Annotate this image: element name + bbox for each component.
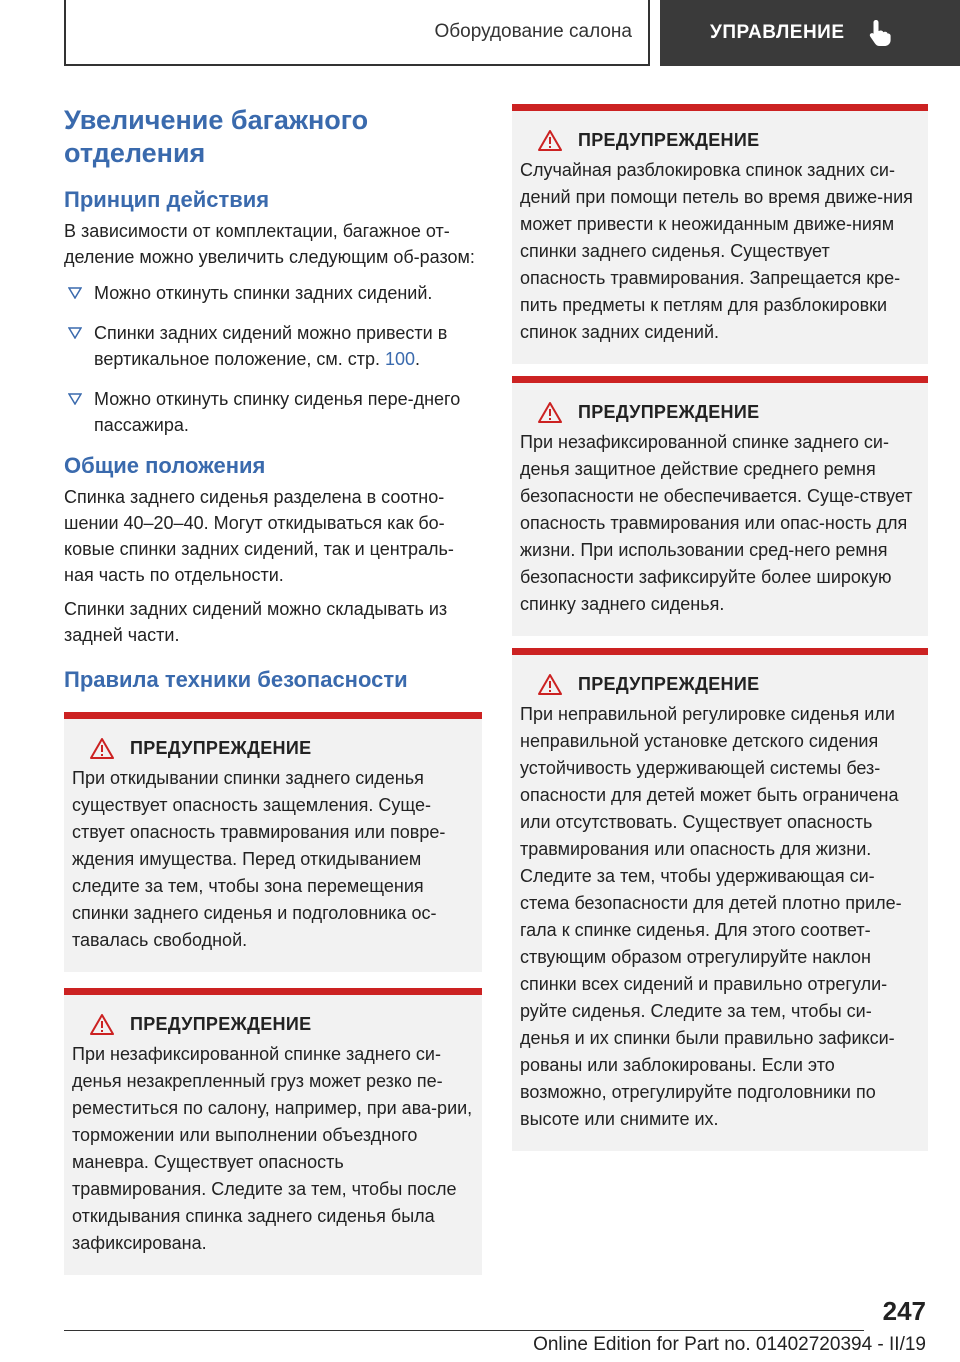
warning-title: ПРЕДУПРЕЖДЕНИЕ bbox=[130, 737, 312, 758]
warning-title: ПРЕДУПРЕЖДЕНИЕ bbox=[578, 673, 760, 694]
warning-header bbox=[520, 673, 920, 695]
warning-box bbox=[512, 376, 928, 636]
list-item bbox=[64, 320, 482, 372]
step-text-tail: . bbox=[415, 349, 421, 369]
warning-triangle-icon bbox=[90, 737, 114, 759]
step-text: Можно откинуть спинки задних сидений. bbox=[94, 283, 433, 303]
heading-safety: Правила техники безопасности bbox=[64, 667, 408, 692]
step-text: Спинки задних сидений можно привести в вертикальное положение, см. стр. bbox=[94, 323, 448, 369]
warning-title: ПРЕДУПРЕЖДЕНИЕ bbox=[578, 129, 760, 150]
paragraph-general-2: Спинки задних сидений можно складывать из задней части. bbox=[64, 599, 448, 645]
header-chapter-label: УПРАВЛЕНИЕ bbox=[710, 22, 845, 43]
warning-box bbox=[64, 988, 482, 1275]
page-reference-link[interactable]: 100 bbox=[385, 349, 416, 369]
step-text: Можно откинуть спинку сиденья пере-днего пассажира. bbox=[94, 389, 461, 435]
warning-header bbox=[520, 129, 920, 151]
warning-text: При незафиксированной спинке заднего си-денья защитное действие среднего ремня безопасности не обеспечивается. Суще-ствует опасность травмирования или опас-ность для жизни. При использовании сред-него ремня безопасности зафиксируйте более широкую спинку заднего сиденья. bbox=[520, 432, 913, 614]
warning-text: При незафиксированной спинке заднего си-денья незакрепленный груз может резко пе-реместиться по салону, например, при ава-рии, торможении или выполнении объездного маневра. Существует опасность травмирования. Следите за тем, чтобы после откидывания спинка заднего сиденья была зафиксирована. bbox=[72, 1044, 473, 1253]
page-number: 247 bbox=[882, 1296, 926, 1326]
warning-text: При откидывании спинки заднего сиденья существует опасность защемления. Суще-ствует опасность травмирования или повре-ждения имущества. Перед откидыванием следите за тем, чтобы зона перемещения спинки заднего сиденья и подголовника ос-тавалась свободной. bbox=[72, 768, 446, 950]
warning-text: При неправильной регулировке сиденья или неправильной установке детского сидения устойчивость удерживающей системы без-опасности для детей может быть ограничена или отсутствовать. Существует опасность травмирования или опасность для жизни. Следите за тем, чтобы удерживающая си-стема безопасности для детей плотно приле-гала к спинке сиденья. Для этого соответ-ствующим образом отрегулируйте наклон спинки всех сидений и правильно отрегули-руйте сиденья. Следите за тем, чтобы си-денья и их спинки были правильно зафикси-рованы или заблокированы. Если это возможно, отрегулируйте подголовники по высоте или снимите их. bbox=[520, 704, 902, 1129]
left-column bbox=[64, 104, 482, 1275]
list-item bbox=[64, 280, 482, 306]
paragraph-general-1: Спинка заднего сиденья разделена в соотно-шении 40–20–40. Могут откидываться как бо-ковые спинки задних сидений, так и централь-ная часть по отдельности. bbox=[64, 487, 454, 585]
warning-title: ПРЕДУПРЕЖДЕНИЕ bbox=[578, 401, 760, 422]
warning-triangle-icon bbox=[538, 129, 562, 151]
triangle-bullet-icon bbox=[68, 393, 82, 405]
heading-principle: Принцип действия bbox=[64, 187, 270, 212]
warning-triangle-icon bbox=[90, 1013, 114, 1035]
header-border-right bbox=[648, 0, 650, 66]
page-title: Увеличение багажного отделения bbox=[64, 105, 369, 168]
warning-box bbox=[512, 104, 928, 364]
footer-rule bbox=[64, 1330, 864, 1331]
warning-box bbox=[64, 712, 482, 972]
warning-text: Случайная разблокировка спинок задних си-дений при помощи петель во время движе-ния может привести к неожиданным движе-ниям спинки заднего сиденья. Существует опасность травмирования. Запрещается кре-пить предметы к петлям для разблокировки спинок задних сидений. bbox=[520, 160, 913, 342]
warning-title: ПРЕДУПРЕЖДЕНИЕ bbox=[130, 1013, 312, 1034]
hand-pointer-icon bbox=[867, 18, 893, 48]
warning-triangle-icon bbox=[538, 401, 562, 423]
heading-general: Общие положения bbox=[64, 453, 266, 478]
warning-box bbox=[512, 648, 928, 1151]
warning-header bbox=[520, 401, 920, 423]
paragraph-principle: В зависимости от комплектации, багажное от-деление можно увеличить следующим об-разом: bbox=[64, 221, 475, 267]
triangle-bullet-icon bbox=[68, 287, 82, 299]
header-chapter-tab[interactable] bbox=[660, 0, 960, 66]
footer-edition: Online Edition for Part no. 01402720394 - II/19 bbox=[533, 1334, 926, 1355]
right-column bbox=[512, 104, 928, 1151]
warning-header bbox=[72, 1013, 474, 1035]
warning-triangle-icon bbox=[538, 673, 562, 695]
list-item bbox=[64, 386, 482, 438]
warning-header bbox=[72, 737, 474, 759]
header-border-bottom bbox=[64, 64, 650, 66]
step-list bbox=[64, 280, 482, 438]
triangle-bullet-icon bbox=[68, 327, 82, 339]
header-section-title: Оборудование салона bbox=[434, 21, 632, 42]
